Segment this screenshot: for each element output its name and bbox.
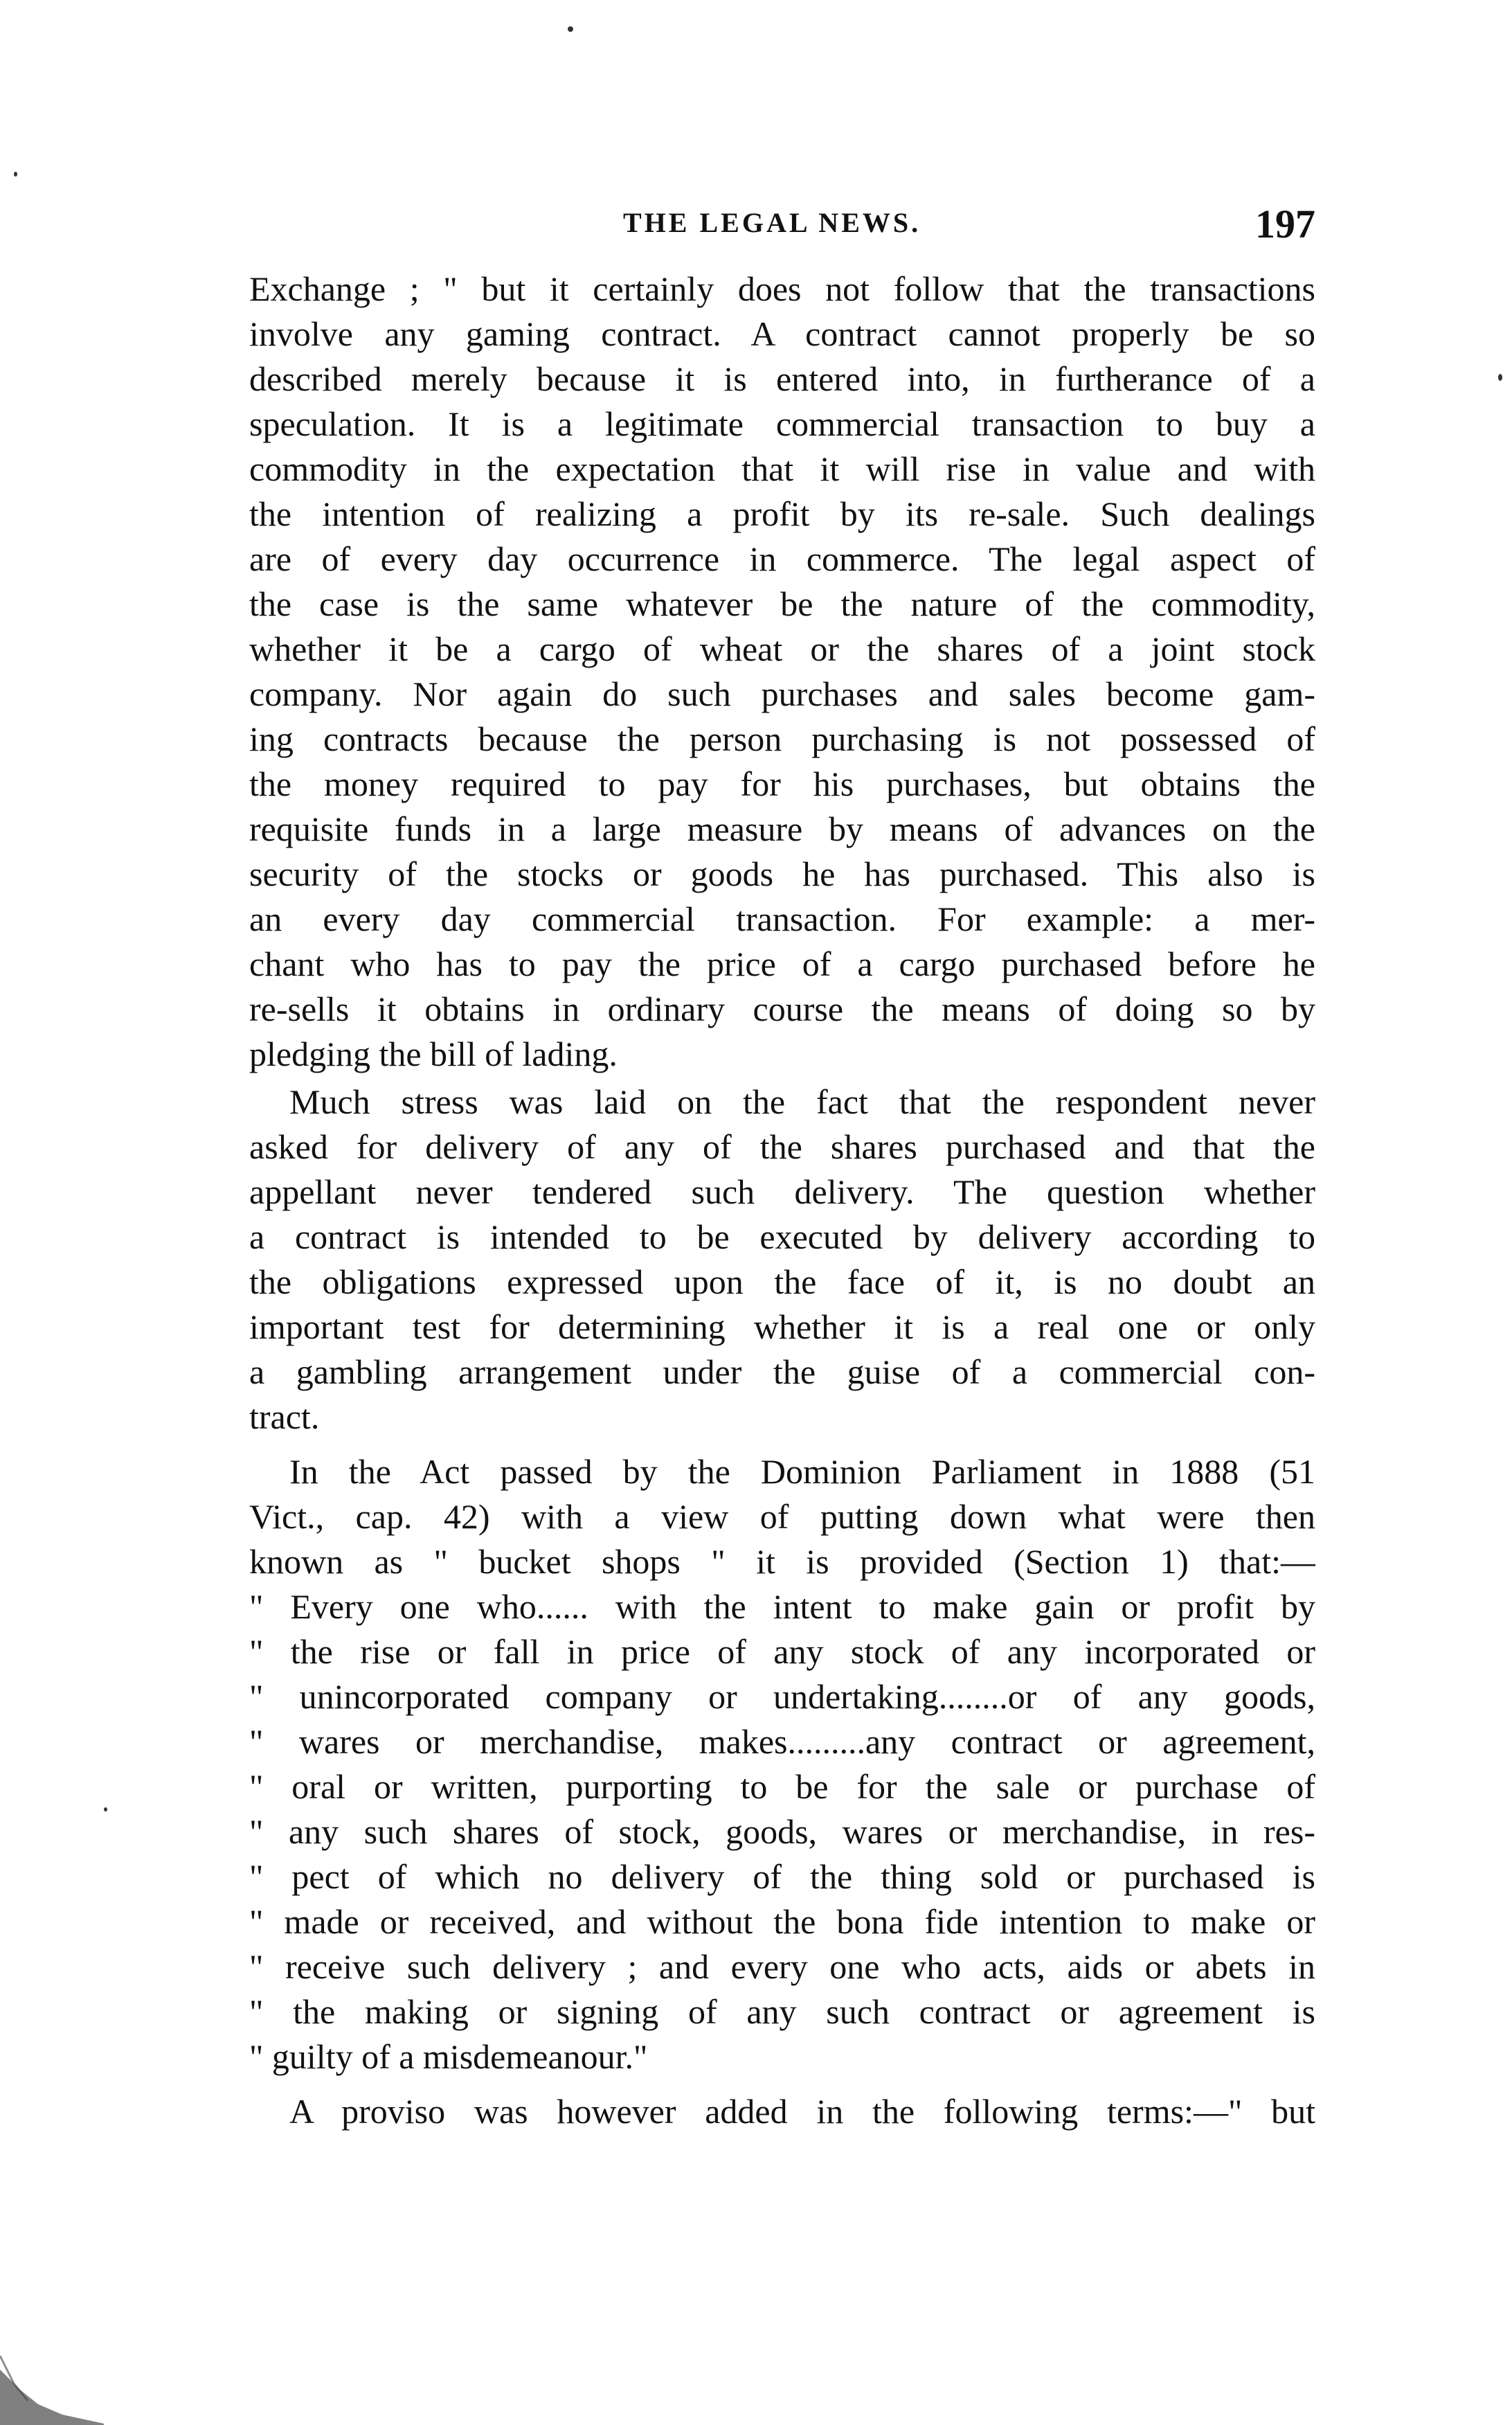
text-line: the case is the same whatever be the nature of the commodity, — [249, 584, 1315, 623]
paragraph-3 — [249, 1449, 1315, 2079]
scan-edge-mark — [0, 2342, 104, 2425]
quoted-line: " wares or merchandise, makes.........any contract or agreement, — [249, 1722, 1315, 1761]
body-text — [249, 267, 1315, 2134]
page-number: 197 — [1255, 202, 1315, 247]
text-line: Exchange ; " but it certainly does not follow that the transactions — [249, 269, 1315, 308]
scan-speck — [568, 26, 573, 32]
text-line: requisite funds in a large measure by means of advances on the — [249, 809, 1315, 848]
text-line: a contract is intended to be executed by delivery according to — [249, 1217, 1315, 1256]
quoted-line: " unincorporated company or undertaking........or of any goods, — [249, 1677, 1315, 1716]
text-line: known as " bucket shops " it is provided (Section 1) that:— — [249, 1542, 1315, 1581]
paragraph-2 — [249, 1080, 1315, 1440]
quoted-line: " made or received, and without the bona fide intention to make or — [249, 1902, 1315, 1941]
text-line: the money required to pay for his purchases, but obtains the — [249, 764, 1315, 803]
running-title: THE LEGAL NEWS. — [623, 207, 921, 238]
text-line: speculation. It is a legitimate commercial transaction to buy a — [249, 404, 1315, 443]
text-line: company. Nor again do such purchases and sales become gam- — [249, 674, 1315, 713]
text-line: In the Act passed by the Dominion Parliament in 1888 (51 — [289, 1452, 1315, 1491]
text-line: a gambling arrangement under the guise of a commercial con- — [249, 1352, 1315, 1391]
text-line: security of the stocks or goods he has purchased. This also is — [249, 854, 1315, 893]
quoted-line: " guilty of a misdemeanour." — [249, 2037, 648, 2076]
running-head — [249, 201, 1315, 249]
quoted-line: " the making or signing of any such contract or agreement is — [249, 1992, 1315, 2031]
paragraph-1 — [249, 267, 1315, 1077]
text-line: tract. — [249, 1397, 320, 1436]
quoted-line: " pect of which no delivery of the thing sold or purchased is — [249, 1857, 1315, 1896]
quoted-line: " Every one who...... with the intent to make gain or profit by — [249, 1587, 1315, 1626]
text-line: asked for delivery of any of the shares purchased and that the — [249, 1127, 1315, 1166]
scan-speck — [14, 172, 17, 177]
scan-speck — [1498, 374, 1502, 381]
scan-speck — [104, 1807, 107, 1811]
text-line: re-sells it obtains in ordinary course the means of doing so by — [249, 990, 1315, 1028]
text-line: chant who has to pay the price of a cargo purchased before he — [249, 945, 1315, 983]
quoted-line: " any such shares of stock, goods, wares or merchandise, in res- — [249, 1812, 1315, 1851]
text-line: pledging the bill of lading. — [249, 1035, 618, 1073]
paragraph-4 — [249, 2089, 1315, 2134]
text-line: Much stress was laid on the fact that the respondent never — [289, 1082, 1315, 1121]
text-line: appellant never tendered such delivery. The question whether — [249, 1172, 1315, 1211]
quoted-line: " oral or written, purporting to be for the sale or purchase of — [249, 1767, 1315, 1806]
text-line: the intention of realizing a profit by its re-sale. Such dealings — [249, 494, 1315, 533]
text-line: the obligations expressed upon the face of it, is no doubt an — [249, 1262, 1315, 1301]
text-line: involve any gaming contract. A contract cannot properly be so — [249, 314, 1315, 353]
text-line: described merely because it is entered into, in furtherance of a — [249, 359, 1315, 398]
text-line: whether it be a cargo of wheat or the shares of a joint stock — [249, 629, 1315, 668]
text-line: are of every day occurrence in commerce. The legal aspect of — [249, 539, 1315, 578]
quoted-line: " the rise or fall in price of any stock of any incorporated or — [249, 1632, 1315, 1671]
text-line: commodity in the expectation that it will rise in value and with — [249, 449, 1315, 488]
text-line: important test for determining whether it is a real one or only — [249, 1307, 1315, 1346]
quoted-line: " receive such delivery ; and every one who acts, aids or abets in — [249, 1947, 1315, 1986]
text-line: ing contracts because the person purchasing is not possessed of — [249, 719, 1315, 758]
text-line: Vict., cap. 42) with a view of putting down what were then — [249, 1497, 1315, 1536]
text-line: A proviso was however added in the following terms:—" but — [289, 2092, 1315, 2131]
text-line: an every day commercial transaction. For example: a mer- — [249, 900, 1315, 938]
